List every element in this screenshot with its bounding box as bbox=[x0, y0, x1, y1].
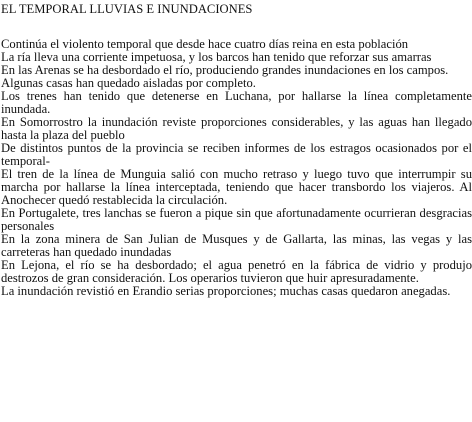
paragraph-9: En Portugalete, tres lanchas se fueron a pique sin que afortunadamente ocurrieran desgracias personales bbox=[1, 207, 472, 233]
paragraph-6: En Somorrostro la inundación reviste proporciones considerables, y las aguas han llegado hasta la plaza del pueblo bbox=[1, 116, 472, 142]
document-title: EL TEMPORAL LLUVIAS E INUNDACIONES bbox=[1, 2, 253, 16]
paragraph-2: La ría lleva una corriente impetuosa, y los barcos han tenido que reforzar sus amarras bbox=[1, 51, 432, 64]
paragraph-11: En Lejona, el río se ha desbordado; el agua penetró en la fábrica de vidrio y produjo destrozos de gran consideración. Los operarios tuvieron que huir apresuradamente. bbox=[1, 259, 472, 285]
paragraph-12: La inundación revistió en Erandio serias proporciones; muchas casas quedaron anegadas. bbox=[1, 285, 451, 298]
paragraph-8: El tren de la línea de Munguia salió con mucho retraso y luego tuvo que interrumpir su marcha por hallarse la línea interceptada, teniendo que hacer transbordo los viajeros. Al Anochecer quedó restablecida la circulación. bbox=[1, 168, 472, 207]
paragraph-1: Continúa el violento temporal que desde hace cuatro días reina en esta población bbox=[1, 38, 409, 51]
paragraph-4: Algunas casas han quedado aisladas por completo. bbox=[1, 77, 256, 90]
paragraph-7: De distintos puntos de la provincia se reciben informes de los estragos ocasionados por el temporal- bbox=[1, 142, 472, 168]
paragraph-10: En la zona minera de San Julian de Musques y de Gallarta, las minas, las vegas y las carreteras han quedado inundadas bbox=[1, 233, 472, 259]
paragraph-5: Los trenes han tenido que detenerse en Luchana, por hallarse la línea completamente inundada. bbox=[1, 90, 472, 116]
paragraph-3: En las Arenas se ha desbordado el río, produciendo grandes inundaciones en los campos. bbox=[1, 64, 449, 77]
